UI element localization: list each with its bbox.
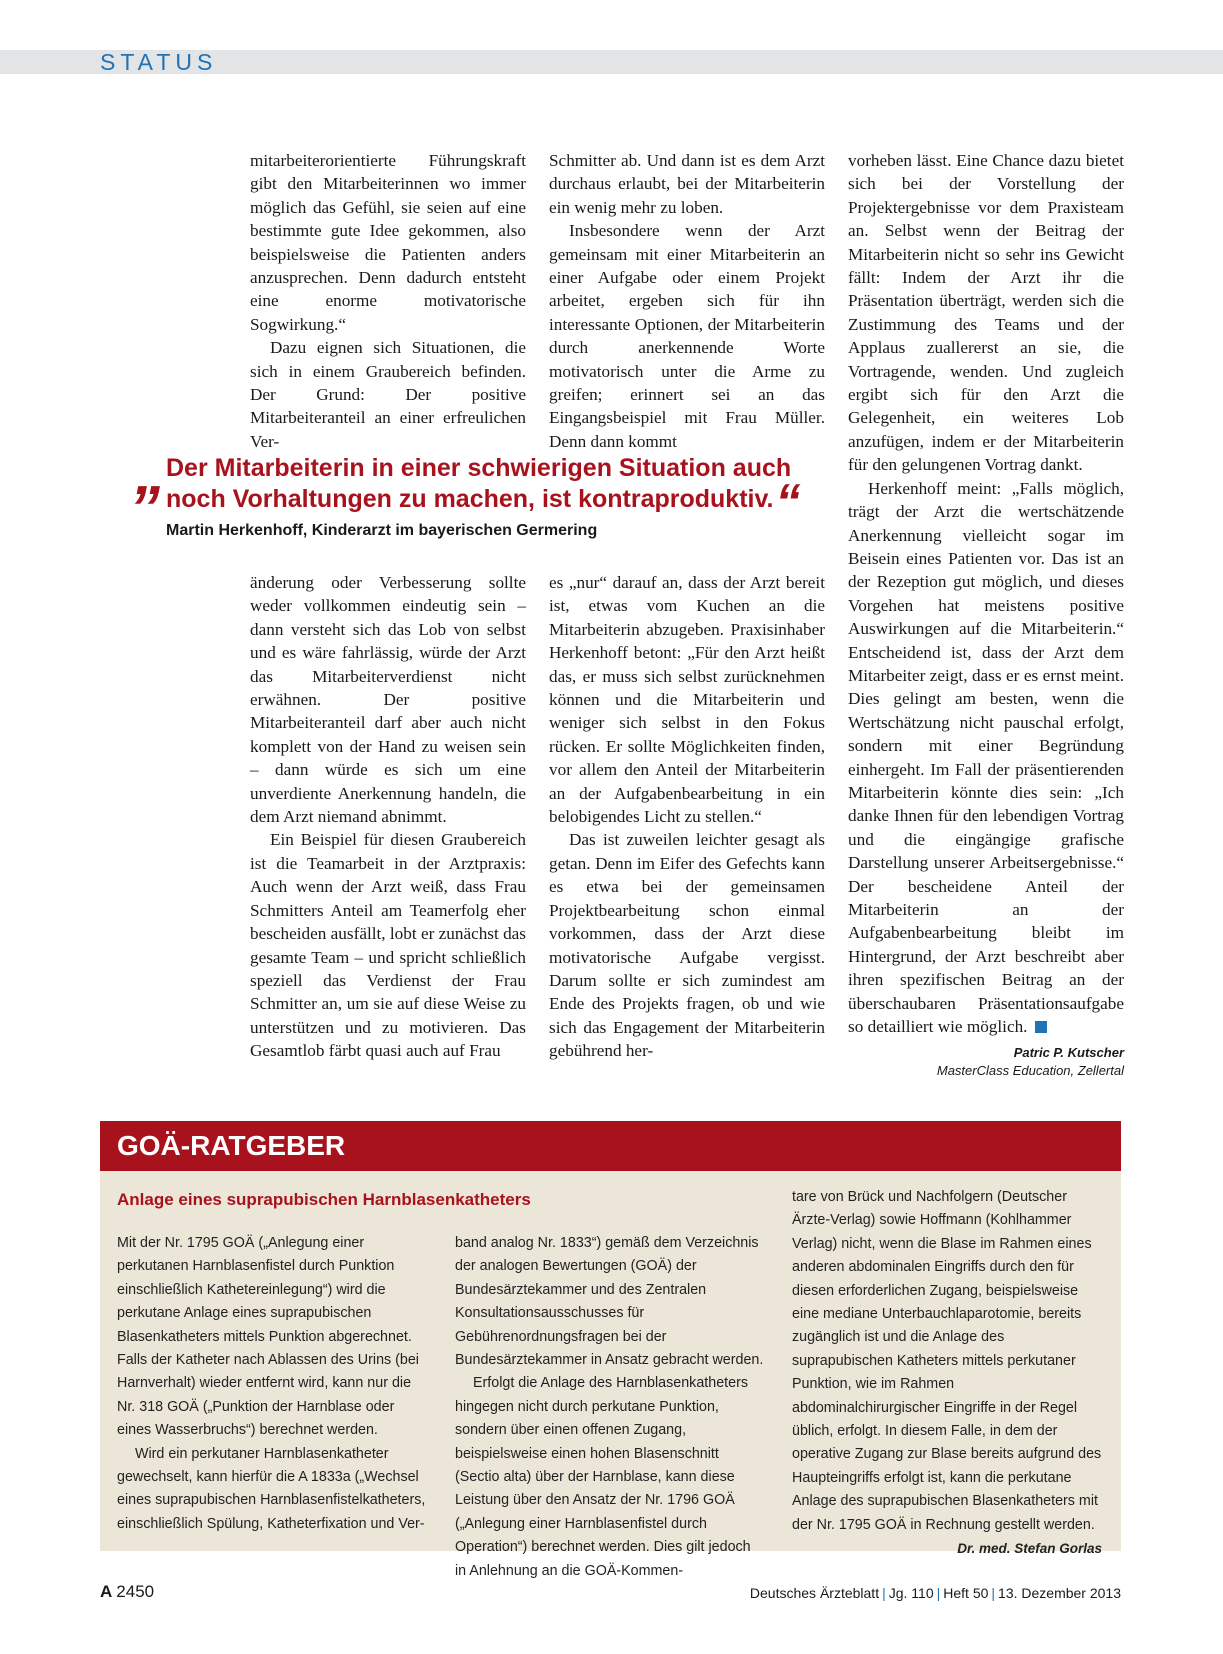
paragraph: vorheben lässt. Eine Chance dazu bietet sich bei der Vorstellung der Projektergebnisse vor dem Praxisteam an. Selbst wenn der Beitrag der Mitarbeiterin nicht so sehr ins Gewicht fällt: Indem der Arzt ihr die Präsentation überträgt, werden sich die Zustimmung des Teams und der Applaus zuallererst an sie, die Vortragende, wenden. Und zugleich ergibt sich für den Arzt die Gelegenheit, ein weiteres Lob anzufügen, indem er der Mitarbeiterin für den gelungenen Vortrag dankt. (848, 151, 1124, 475)
page-number-value: 2450 (116, 1582, 155, 1601)
article-column-1-top (250, 149, 526, 453)
goa-author: Dr. med. Stefan Gorlas (957, 1541, 1102, 1557)
goa-title: GOÄ-RATGEBER (117, 1130, 346, 1161)
goa-column-1 (117, 1232, 427, 1536)
paragraph: tare von Brück und Nachfolgern (Deutscher Ärzte-Verlag) sowie Hoffmann (Kohlhammer Verlag) nicht, wenn die Blase im Rahmen eines anderen abdominalen Eingriffs durch den für diesen erforderlichen Zugang, beispielsweise eine mediane Unterbauchlaparotomie, bereits zugänglich ist und die Anlage des suprapubischen Katheters mittels perkutaner Punktion, wie im Rahmen abdominalchirurgischer Eingriffe in der Regel üblich, erfolgt. In diesem Falle, in dem der operative Zugang zur Blase bereits aufgrund des Haupteingriffs erfolgt ist, kann die perkutane Anlage des suprapubischen Blasenkatheters mit der Nr. 1795 GOÄ in Rechnung gestellt werden. (792, 1189, 1102, 1533)
article-author-name: Patric P. Kutscher (1013, 1045, 1124, 1061)
page-number (100, 1582, 154, 1602)
pull-quote-text (166, 453, 806, 530)
paragraph: band analog Nr. 1833“) gemäß dem Verzeichnis der analogen Bewertungen (GOÄ) der Bundesärztekammer und des Zentralen Konsultationsausschusses für Gebührenordnungsfragen bei der Bundesärztekammer in Ansatz gebracht werden. (455, 1235, 764, 1369)
footer-separator: | (936, 1585, 941, 1601)
paragraph: Schmitter ab. Und dann ist es dem Arzt durchaus erlaubt, bei der Mitarbeiterin ein wenig mehr zu loben. (549, 151, 825, 217)
article-end-marker-icon (1035, 1021, 1047, 1033)
quote-open-mark: „ (135, 439, 166, 508)
paragraph-text: Herkenhoff meint: „Falls möglich, trägt der Arzt die wertschätzende Anerkennung vielleicht sogar im Beisein eines Patienten vor. Das ist an der Rezeption gut möglich, und dieses Vorgehen hat meistens positive Auswirkungen auf die Mitarbeiterin.“ Entscheidend ist, dass der Arzt dem Mitarbeiter zeigt, dass er es ernst meint. Dies gelingt am besten, wenn die Wertschätzung nicht pauschal erfolgt, sondern mit einer Begründung einhergeht. Im Fall der präsentierenden Mitarbeiterin könnte dies sein: „Ich danke Ihnen für den lebendigen Vortrag und die eingängige grafische Darstellung unserer Arbeitsergebnisse.“ Der bescheidene Anteil der Mitarbeiterin an der Aufgabenbearbeitung bleibt im Hintergrund, der Arzt beschreibt aber ihren spezifischen Beitrag an der überschaubaren Präsentationsaufgabe so detailliert wie möglich. (848, 478, 1124, 1037)
quote-close-mark: “ (775, 474, 801, 530)
article-column-1-bottom (250, 571, 526, 1063)
paragraph (848, 477, 1124, 1039)
paragraph: mitarbeiterorientierte Führungskraft gibt den Mitarbeiterinnen wo immer möglich das Gefühl, sie seien auf eine bestimmte gute Idee gekommen, also beispielsweise die Patienten anders anzusprechen. Denn dadurch entsteht eine enorme motivatorische Sogwirkung.“ (250, 151, 526, 334)
article-column-2-top (549, 149, 825, 453)
journal-date: 13. Dezember 2013 (998, 1585, 1121, 1601)
goa-subtitle: Anlage eines suprapubischen Harnblasenkatheters (117, 1190, 531, 1209)
paragraph: änderung oder Verbesserung sollte weder vollkommen eindeutig sein – dann versteht sich das Lob von selbst und es wäre fahrlässig, würde der Arzt das Mitarbeiterverdienst nicht erwähnen. Der positive Mitarbeiteranteil darf aber auch nicht komplett von der Hand zu weisen sein – dann würde es sich um eine unverdiente Anerkennung handeln, die dem Arzt niemand abnimmt. (250, 573, 526, 827)
page-prefix: A (100, 1582, 113, 1601)
paragraph: Das ist zuweilen leichter gesagt als getan. Denn im Eifer des Gefechts kann es etwa bei der gemeinsamen Projektbearbeitung schon einmal vorkommen, dass der Arzt diese motivatorische Aufgabe vergisst. Darum sollte er sich zumindest am Ende des Projekts fragen, ob und wie sich das Engagement der Mitarbeiterin gebührend her- (549, 830, 825, 1061)
paragraph: Mit der Nr. 1795 GOÄ („Anlegung einer perkutanen Harnblasenfistel durch Punktion einschließlich Kathetereinlegung“) wird die perkutane Anlage eines suprapubischen Blasenkatheters mittels Punktion abgerechnet. Falls der Katheter nach Ablassen des Urins (bei Harnverhalt) wieder entfernt wird, kann nur die Nr. 318 GOÄ („Punktion der Harnblase oder eines Wasserbruchs“) berechnet werden. (117, 1235, 419, 1439)
pull-quote-body: Der Mitarbeiterin in einer schwierigen Situation auch noch Vorhaltungen zu machen, ist kontraproduktiv. (166, 454, 792, 513)
goa-header (100, 1121, 1121, 1171)
article-column-2-bottom (549, 571, 825, 1063)
footer-info (750, 1585, 1121, 1601)
article-column-3 (848, 149, 1124, 1080)
footer-separator: | (991, 1585, 996, 1601)
journal-volume: Jg. 110 (888, 1585, 934, 1601)
footer-separator: | (882, 1585, 886, 1601)
goa-column-3 (792, 1186, 1102, 1561)
journal-issue: Heft 50 (943, 1585, 989, 1601)
paragraph: Dazu eignen sich Situationen, die sich in einem Graubereich befinden. Der Grund: Der positive Mitarbeiteranteil an einer erfreulichen Ver- (250, 338, 526, 451)
pull-quote-source: Martin Herkenhoff, Kinderarzt im bayerischen Germering (166, 522, 598, 539)
goa-column-2 (455, 1232, 765, 1583)
paragraph: Erfolgt die Anlage des Harnblasenkatheters hingegen nicht durch perkutane Punktion, sondern über einen offenen Zugang, beispielsweise einen hohen Blasenschnitt (Sectio alta) über der Harnblase, kann diese Leistung über den Ansatz der Nr. 1796 GOÄ („Anlegung einer Harnblasenfistel durch Operation“) berechnet werden. Dies gilt jedoch in Anlehnung an die GOÄ-Kommen- (455, 1375, 751, 1579)
paragraph: Wird ein perkutaner Harnblasenkatheter gewechselt, kann hierfür die A 1833a („Wechsel eines suprapubischen Harnblasenfistelkatheters, einschließlich Spülung, Katheterfixation und Ver- (117, 1445, 426, 1532)
paragraph: Insbesondere wenn der Arzt gemeinsam mit einer Mitarbeiterin an einer Aufgabe oder einem Projekt arbeitet, ergeben sich für ihn interessante Optionen, der Mitarbeiterin durch anerkennende Worte motivatorisch unter die Arme zu greifen; erinnert sei an das Eingangsbeispiel mit Frau Müller. Denn dann kommt (549, 221, 825, 451)
article-author-affiliation: MasterClass Education, Zellertal (936, 1063, 1124, 1079)
section-label: STATUS (100, 49, 218, 75)
paragraph: es „nur“ darauf an, dass der Arzt bereit ist, etwas vom Kuchen an die Mitarbeiterin abzugeben. Praxisinhaber Herkenhoff betont: „Für den Arzt heißt das, er muss sich selbst zurücknehmen können und die Mitarbeiterin und weniger sich selbst in den Fokus rücken. Er sollte Möglichkeiten finden, vor allem den Anteil der Mitarbeiterin an der Aufgabenbearbeitung in ein belobigendes Licht zu stellen.“ (549, 573, 825, 827)
paragraph: Ein Beispiel für diesen Graubereich ist die Teamarbeit in der Arztpraxis: Auch wenn der Arzt weiß, dass Frau Schmitters Anteil am Teamerfolg eher bescheiden ausfällt, lobt er zunächst das gesamte Team – und spricht schließlich speziell das Verdienst der Frau Schmitter an, um sie auf diese Weise zu unterstützen und zu motivieren. Das Gesamtlob färbt quasi auch auf Frau (250, 830, 526, 1061)
journal-name: Deutsches Ärzteblatt (749, 1585, 880, 1601)
